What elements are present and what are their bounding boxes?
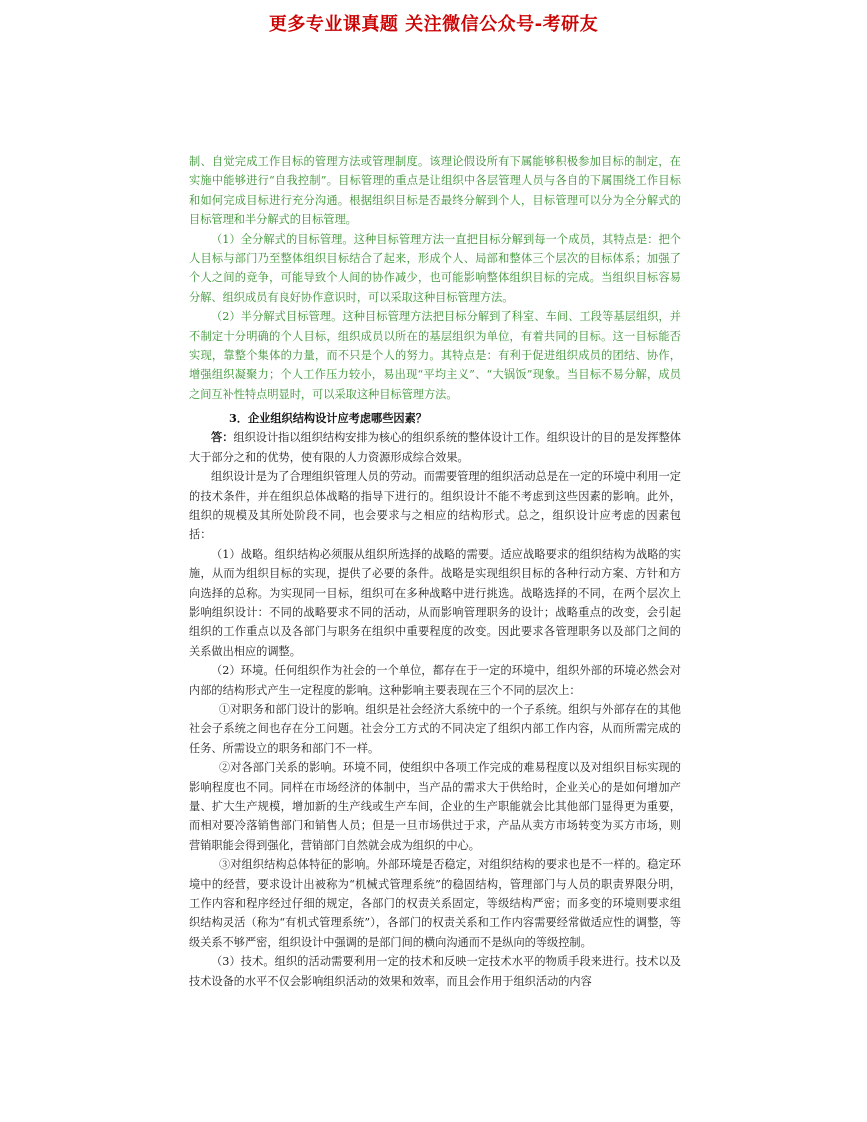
question-heading: 3．企业组织结构设计应考虑哪些因素？ bbox=[229, 411, 427, 426]
environment-item2-paragraph: ②对各部门关系的影响。环境不同，使组织中各项工作完成的难易程度以及对组织目标实现的影响程度也不同。同样在市场经济的体制中，当产品的需求大于供给时，企业关心的是如何增加产量、扩大生产规模，增加新的生产线或生产车间，企业的生产职能就会比其他部门显得更为重要，而相对要冷落销售部门和销售人员；但是一旦市场供过于求，产品从卖方市场转变为买方市场，则营销职能会得到强化，营销部门自然就会成为组织的中心。 bbox=[189, 761, 681, 852]
environment-paragraph: （2）环境。任何组织作为社会的一个单位，都存在于一定的环境中，组织外部的环境必然会对内部的结构形式产生一定程度的影响。这种影响主要表现在三个不同的层次上： bbox=[189, 664, 681, 697]
answer-label: 答： bbox=[211, 430, 234, 445]
green-item2-paragraph: （2）半分解式目标管理。这种目标管理方法把目标分解到了科室、车间、工段等基层组织，并不制定十分明确的个人目标，组织成员以所在的基层组织为单位，有着共同的目标。这一目标能否实现，靠整个集体的力量，而不只是个人的努力。其特点是：有利于促进组织成员的团结、协作，增强组织凝聚力；个人工作压力较小，易出现“平均主义”、“大锅饭”现象。当目标不易分解，成员之间互补性特点明显时，可以采取这种目标管理方法。 bbox=[189, 310, 681, 401]
promo-banner: 更多专业课真题 关注微信公众号-考研友 bbox=[268, 14, 599, 35]
green-intro-paragraph: 制、自觉完成工作目标的管理方法或管理制度。该理论假设所有下属能够积极参加目标的制定，在实施中能够进行“自我控制”。目标管理的重点是让组织中各层管理人员与各自的下属围绕工作目标和如何完成目标进行充分沟通。根据组织目标是否最终分解到个人，目标管理可以分为全分解式的目标管理和半分解式的目标管理。 bbox=[189, 155, 681, 227]
answer-paragraph bbox=[189, 428, 681, 467]
technology-paragraph: （3）技术。组织的活动需要利用一定的技术和反映一定技术水平的物质手段来进行。技术以及技术设备的水平不仅会影响组织活动的效果和效率，而且会作用于组织活动的内容 bbox=[189, 955, 681, 988]
purpose-paragraph: 组织设计是为了合理组织管理人员的劳动。而需要管理的组织活动总是在一定的环境中利用一定的技术条件，并在组织总体战略的指导下进行的。组织设计不能不考虑到这些因素的影响。此外，组织的规模及其所处阶段不同，也会要求与之相应的结构形式。总之，组织设计应考虑的因素包括： bbox=[189, 470, 681, 542]
environment-item1-paragraph: ①对职务和部门设计的影响。组织是社会经济大系统中的一个子系统。组织与外部存在的其他社会子系统之间也存在分工问题。社会分工方式的不同决定了组织内部工作内容，从而所需完成的任务、所需设立的职务和部门不一样。 bbox=[189, 702, 681, 755]
strategy-paragraph: （1）战略。组织结构必须服从组织所选择的战略的需要。适应战略要求的组织结构为战略的实施，从而为组织目标的实现，提供了必要的条件。战略是实现组织目标的各种行动方案、方针和方向选择的总称。为实现同一目标，组织可在多种战略中进行挑选。战略选择的不同，在两个层次上影响组织设计：不同的战略要求不同的活动，从而影响管理职务的设计；战略重点的改变，会引起组织的工作重点以及各部门与职务在组织中重要程度的改变。因此要求各管理职务以及部门之间的关系做出相应的调整。 bbox=[189, 547, 681, 658]
environment-item3-paragraph: ③对组织结构总体特征的影响。外部环境是否稳定，对组织结构的要求也是不一样的。稳定环境中的经营，要求设计出被称为“机械式管理系统”的稳固结构，管理部门与人员的职责界限分明，工作内容和程序经过仔细的规定，各部门的权责关系固定，等级结构严密；而多变的环境则要求组织结构灵活（称为“有机式管理系统”），各部门的权责关系和工作内容需要经常做适应性的调整，等级关系不够严密，组织设计中强调的是部门间的横向沟通而不是纵向的等级控制。 bbox=[189, 858, 681, 949]
green-item1-paragraph: （1）全分解式的目标管理。这种目标管理方法一直把目标分解到每一个成员，其特点是：把个人目标与部门乃至整体组织目标结合了起来，形成个人、局部和整体三个层次的目标体系；加强了个人之间的竞争，可能导致个人间的协作减少，也可能影响整体组织目标的完成。当组织目标容易分解、组织成员有良好协作意识时，可以采取这种目标管理方法。 bbox=[189, 232, 681, 304]
document-body bbox=[189, 152, 681, 991]
answer-intro: 组织设计指以组织结构安排为核心的组织系统的整体设计工作。组织设计的目的是发挥整体大于部分之和的优势，使有限的人力资源形成综合效果。 bbox=[189, 431, 681, 464]
